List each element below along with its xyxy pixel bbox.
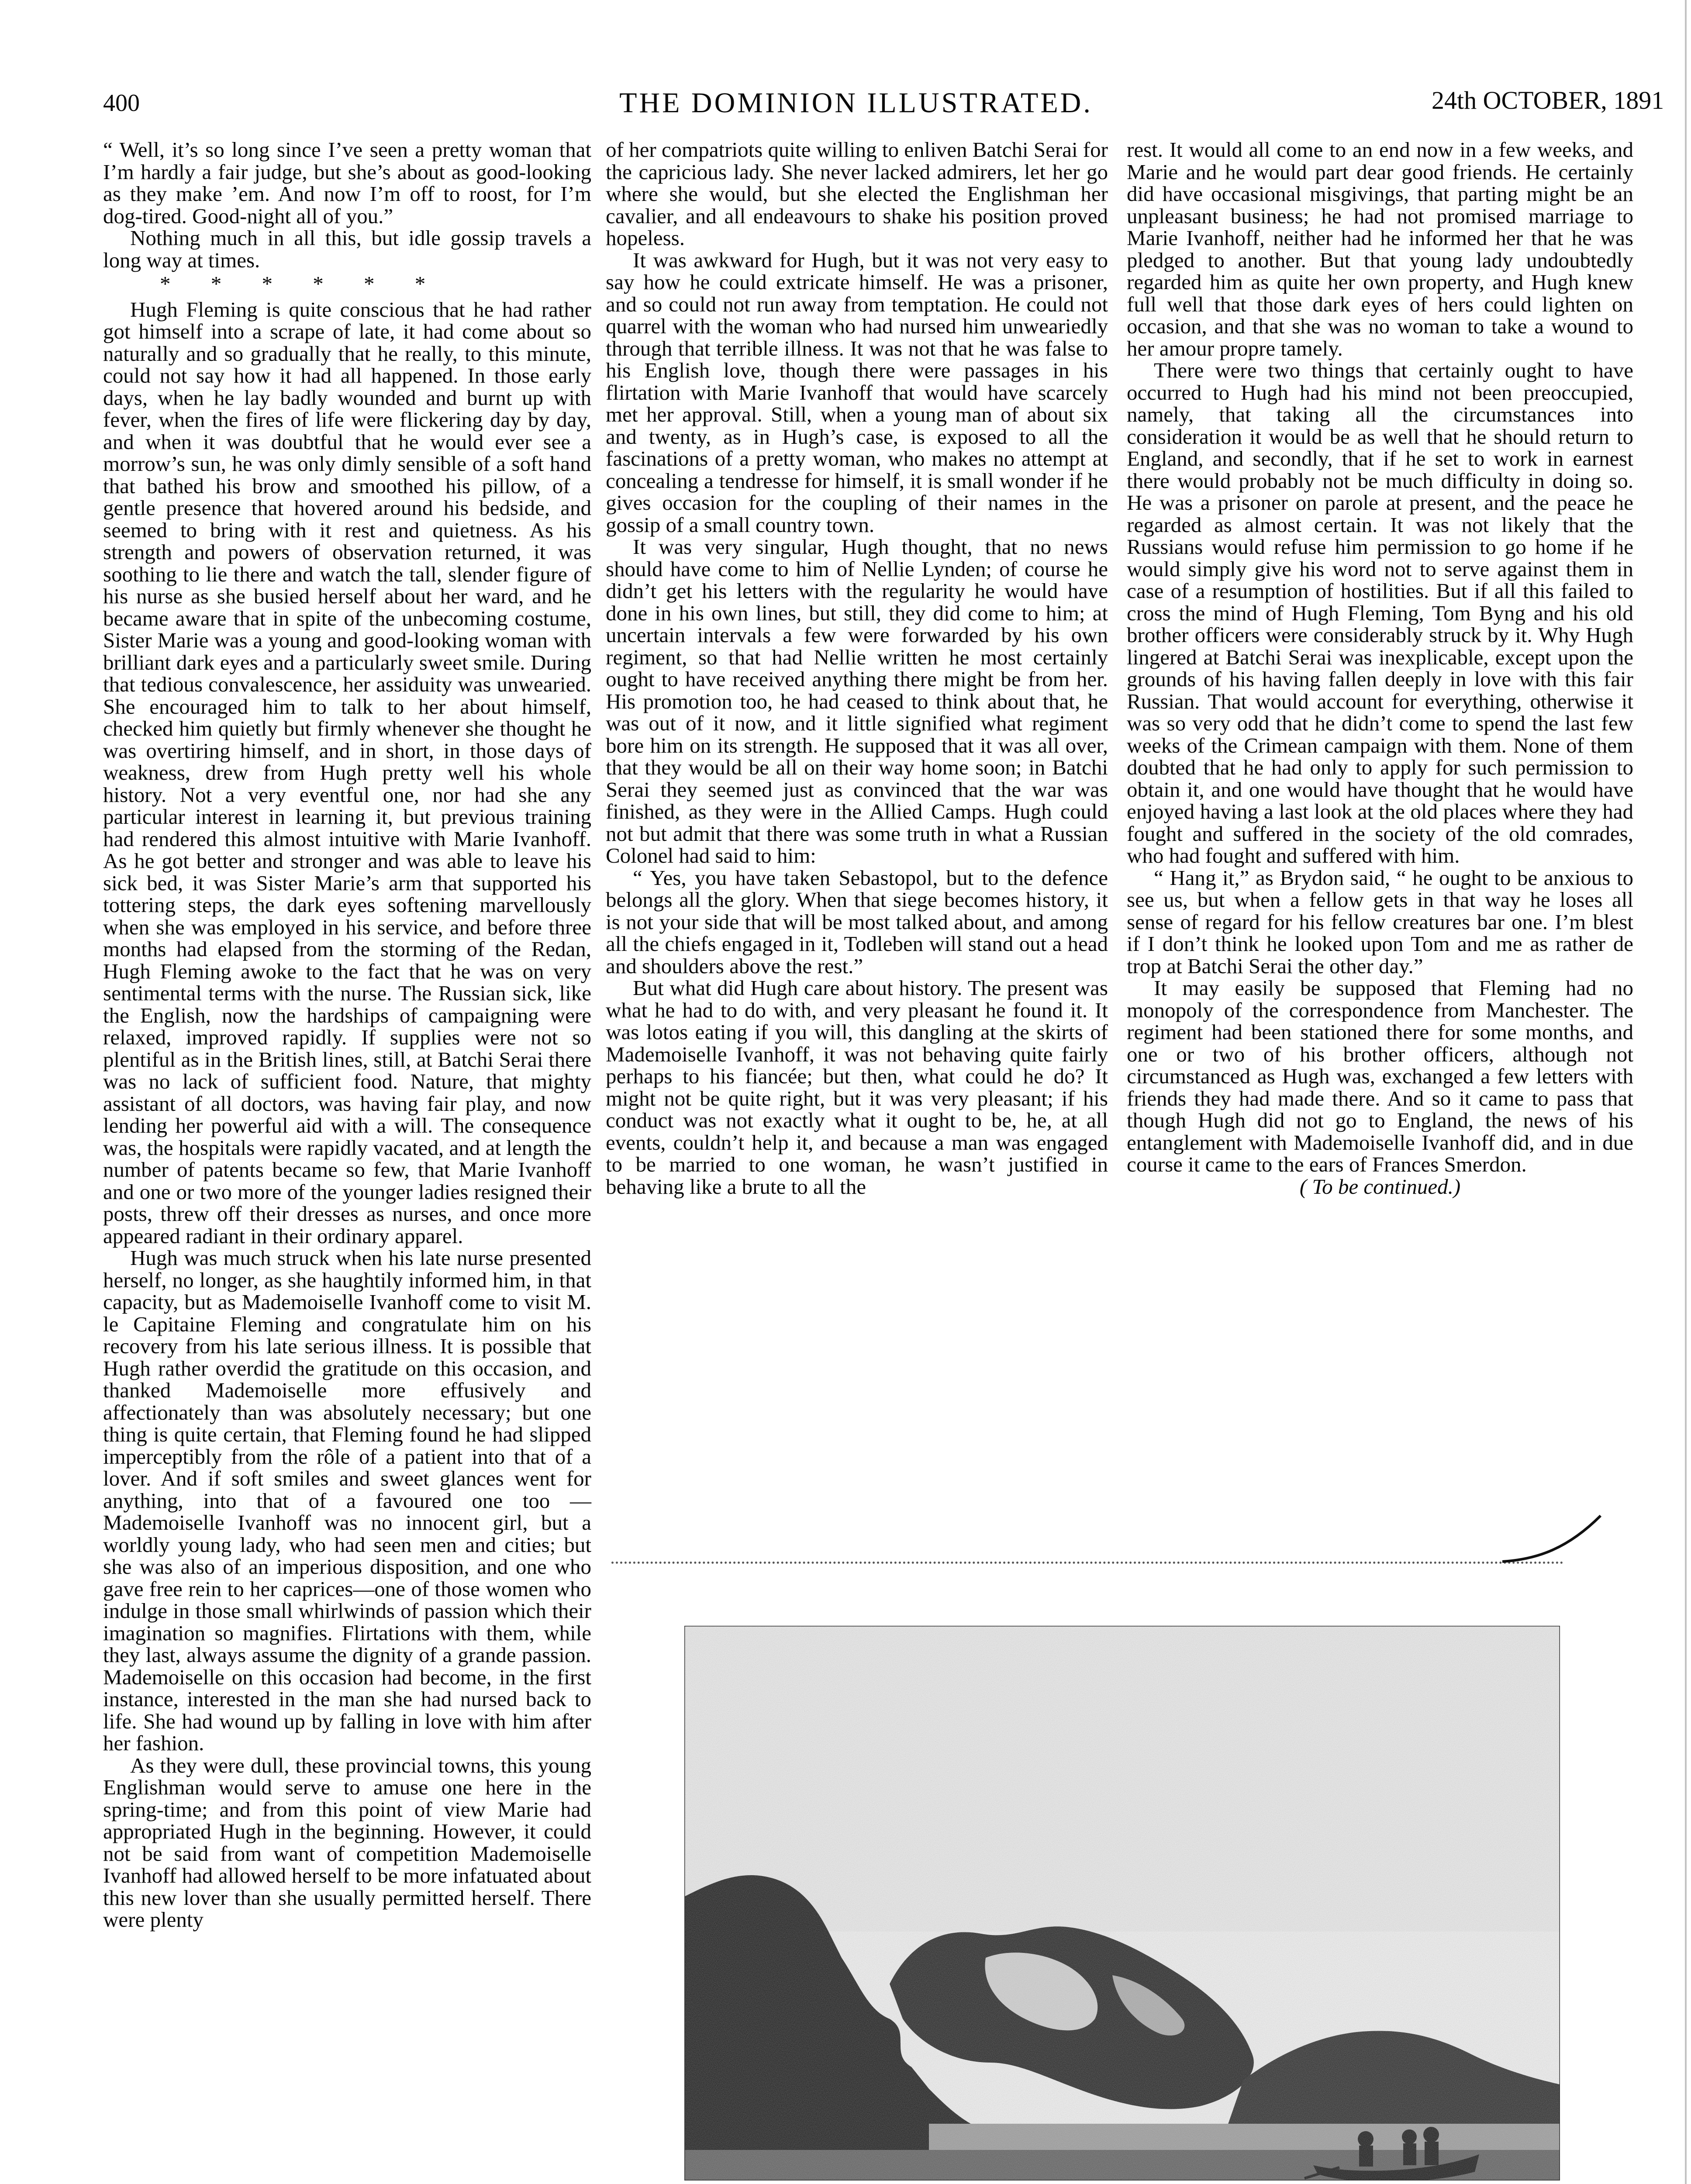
text-column-2 — [606, 139, 1108, 1198]
paragraph: It may easily be supposed that Fleming had no monopoly of the correspondence from Manchester. The regiment had been stationed there for some months, and one or two of his brother officers, although not circumstanced as Hugh was, exchanged a few letters with friends they had made there. And so it came to pass that though Hugh did not go to England, the news of his entanglement with Mademoiselle Ivanhoff did, and in due course it came to the ears of Frances Smerdon. — [1127, 976, 1633, 1176]
page-header — [0, 0, 1691, 131]
divider-swash-ornament — [1502, 1514, 1603, 1566]
paragraph: Hugh was much struck when his late nurse presented herself, no longer, as she haughtily informed him, in that capacity, but as Mademoiselle Ivanhoff come to visit M. le Capitaine Fleming and congratulate him on his recovery from his late serious illness. It is possible that Hugh rather overdid the gratitude on this occasion, and thanked Mademoiselle more effusively and affectionately than was absolutely necessary; but one thing is quite certain, that Fleming found he had slipped imperceptibly from the rôle of a patient into that of a lover. And if soft smiles and sweet glances went for anything, into that of a favoured one too —Mademoiselle Ivanhoff was no innocent girl, but a worldly young lady, who had seen men and cities; but she was also of an imperious disposition, and one who gave free rein to her caprices—one of those women who indulge in those small whirlwinds of passion which their imagination so magnifies. Flirtations with them, while they last, always assume the dignity of a grande passion. Mademoiselle on this occasion had become, in the first instance, interested in the man she had nursed back to life. She had wound up by falling in love with him after her fashion. — [103, 1246, 591, 1755]
paragraph: As they were dull, these provincial towns, this young Englishman would serve to amuse one here in the spring-time; and from this point of view Marie had appropriated Hugh in the beginning. However, it could not be said from want of competition Mademoiselle Ivanhoff had allowed herself to be more infatuated about this new lover than she usually permitted herself. There were plenty — [103, 1753, 591, 1932]
paragraph: “ Well, it’s so long since I’ve seen a pretty woman that I’m hardly a fair judge, but she’s about as good-looking as they make ’em. And now I’m off to roost, for I’m dog-tired. Good-night all of you.” — [103, 138, 591, 228]
paragraph: Hugh Fleming is quite conscious that he had rather got himself into a scrape of late, it had come about so naturally and so gradually that he really, to this minute, could not say how it had all happened. In those early days, when he lay badly wounded and burnt up with fever, when the fires of life were flickering day by day, and when it was doubtful that he would ever see a morrow’s sun, he was only dimly sensible of a soft hand that bathed his brow and smoothed his pillow, of a gentle presence that hovered around his bedside, and seemed to bring with it rest and quietness. As his strength and powers of observation returned, it was soothing to lie there and watch the tall, slender figure of his nurse as she busied herself about her ward, and he became aware that in spite of the unbecoming costume, Sister Marie was a young and good-looking woman with brilliant dark eyes and a particularly sweet smile. During that tedious convalescence, her assiduity was unwearied. She encouraged him to talk to her about himself, checked him quietly but firmly whenever she thought he was overtiring himself, and in short, in those days of weakness, drew from Hugh pretty well his whole history. Not a very eventful one, nor had she any particular interest in learning it, but previous training had rendered this almost intuitive with Marie Ivanhoff. As he got better and stronger and was able to leave his sick bed, it was Sister Marie’s arm that supported his tottering steps, the dark eyes softening marvellously when she was employed in his service, and before three months had elapsed from the storming of the Redan, Hugh Fleming awoke to the fact that he was on very sentimental terms with the nurse. The Russian sick, like the English, now the hardships of campaigning were relaxed, improved rapidly. If supplies were not so plentiful as in the British lines, still, at Batchi Serai there was no lack of sufficient food. Nature, that mighty assistant of all doctors, was having fair play, and now lending her powerful aid with a will. The consequence was, the hospitals were rapidly vacated, and at length the number of patents became so few, that Marie Ivanhoff and one or two more of the younger ladies resigned their posts, threw off their dresses as nurses, and once more appeared radiant in their ordinary apparel. — [103, 297, 591, 1248]
paragraph: Nothing much in all this, but idle gossip travels a long way at times. — [103, 226, 591, 272]
paragraph: There were two things that certainly ought to have occurred to Hugh had his mind not been preoccupied, namely, that taking all the circumstances into consideration it would be as well that he should return to England, and secondly, that if he set to work in earnest there would probably not be much difficulty in doing so. He was a prisoner on parole at present, and the peace he regarded as almost certain. It was not likely that the Russians would refuse him permission to go home if he would simply give his word not to serve against them in case of a resumption of hostilities. But if all this failed to cross the mind of Hugh Fleming, Tom Byng and his old brother officers were considerably struck by it. Why Hugh lingered at Batchi Serai was inexplicable, except upon the grounds of his having fallen deeply in love with this fair Russian. That would account for everything, otherwise it was so very odd that he didn’t come to spend the last few weeks of the Crimean campaign with them. None of them doubted that he had only to apply for such permission to obtain it, and one would have thought that he would have enjoyed having a last look at the old places where they had fought and suffered in the society of the old comrades, who had fought and suffered with him. — [1127, 358, 1633, 867]
paragraph: rest. It would all come to an end now in a few weeks, and Marie and he would part dear good friends. He certainly did have occasional misgivings, that parting might be an unpleasant business; he had not promised marriage to Marie Ivanhoff, neither had he informed her that he was pledged to another. But that young lady undoubtedly regarded him as quite her own property, and Hugh knew full well that those dark eyes of hers could lighten on occasion, and that she was no woman to take a wound to her amour propre tamely. — [1127, 138, 1633, 360]
text-column-3 — [1127, 139, 1633, 1198]
paragraph: It was very singular, Hugh thought, that no news should have come to him of Nellie Lynden; of course he didn’t get his letters with the regularity he would have done in his own lines, but still, they did come to him; at uncertain intervals a few were forwarded by his own regiment, so that had Nellie written he most certainly ought to have received anything there might be from her. His promotion too, he had ceased to think about that, he was out of it now, and it little signified what regiment bore him on its strength. He supposed that it was all over, that they would be all on their way home soon; in Batchi Serai they seemed just as convinced that the war was finished, as they were in the Allied Camps. Hugh could not but admit that there was some truth in what a Russian Colonel had said to him: — [606, 535, 1108, 867]
paragraph: “ Hang it,” as Brydon said, “ he ought to be anxious to see us, but when a fellow gets in that way he loses all sense of regard for his fellow creatures bar one. I’m blest if I don’t think he looked upon Tom and me as rather de trop at Batchi Serai the other day.” — [1127, 865, 1633, 978]
iceberg-illustration — [684, 1626, 1560, 2181]
paragraph: of her compatriots quite willing to enliven Batchi Serai for the capricious lady. She never lacked admirers, let her go where she would, but she elected the Englishman her cavalier, and all endeavours to shake his position proved hopeless. — [606, 138, 1108, 250]
page-edge-rule — [1685, 0, 1687, 2184]
section-divider — [611, 1562, 1563, 1564]
issue-date: 24th OCTOBER, 1891 — [1432, 86, 1664, 114]
paragraph: It was awkward for Hugh, but it was not very easy to say how he could extricate himself. He was a prisoner, and so could not run away from temptation. He could not quarrel with the woman who had nursed him unweariedly through that terrible illness. It was not that he was false to his English love, though there were passages in his flirtation with Marie Ivanhoff that would have scarcely met her approval. Still, when a young man of about six and twenty, as in Hugh’s case, is exposed to all the fascinations of a pretty woman, who makes no attempt at concealing a tendresse for himself, it is small wonder if he gives occasion for the coupling of their names in the gossip of a small country town. — [606, 248, 1108, 537]
paragraph: “ Yes, you have taken Sebastopol, but to the defence belongs all the glory. When that siege becomes history, it is not your side that will be most talked about, and among all the chiefs engaged in it, Todleben will stand out a head and shoulders above the rest.” — [606, 865, 1108, 978]
paragraph: But what did Hugh care about history. The present was what he had to do with, and very pleasant he found it. It was lotos eating if you will, this dangling at the skirts of Mademoiselle Ivanhoff, it was not behaving quite fairly perhaps to his fiancée; but then, what could he do? It might not be quite right, but it was very pleasant; if his conduct was not exactly what it ought to be, he, at all events, couldn’t help it, and because a man was engaged to be married to one woman, he wasn’t justified in behaving like a brute to all the — [606, 976, 1108, 1199]
section-break-stars: * * * * * * — [160, 272, 426, 296]
masthead-title: THE DOMINION ILLUSTRATED. — [619, 87, 1093, 119]
page-number: 400 — [103, 90, 140, 117]
text-column-1 — [103, 139, 591, 1931]
to-be-continued-note: ( To be continued.) — [1299, 1174, 1461, 1199]
